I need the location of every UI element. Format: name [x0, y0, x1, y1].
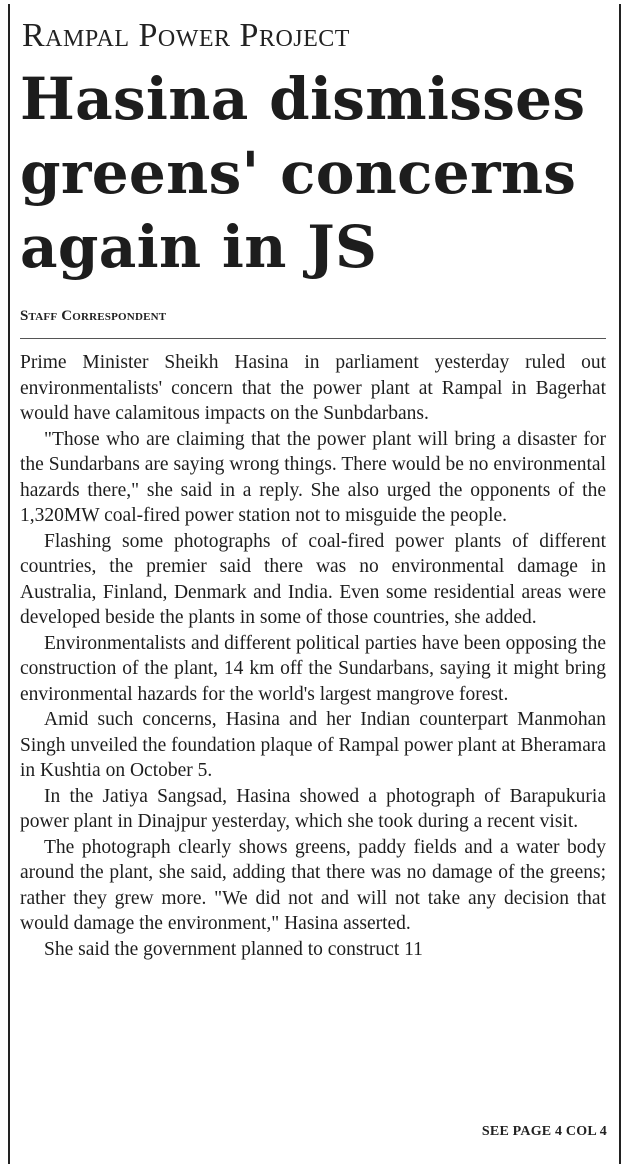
paragraph-7: The photograph clearly shows greens, paddy fields and a water body around the plant, she said, adding that there was no damage of the greens; rather they grew more. "We did not and will not take any decision that would damage the environment," Hasina asserted. — [20, 836, 606, 934]
article-body — [20, 350, 606, 962]
paragraph-4: Environmentalists and different political parties have been opposing the construction of the plant, 14 km off the Sundarbans, saying it might bring environmental hazards for the world's largest mangrove forest. — [20, 632, 606, 705]
paragraph-8: She said the government planned to construct 11 — [44, 938, 423, 960]
paragraph-5: Amid such concerns, Hasina and her Indian counterpart Manmohan Singh unveiled the foundation plaque of Rampal power plant at Bheramara in Kushtia on October 5. — [20, 709, 606, 781]
byline: Staff Correspondent — [20, 308, 167, 324]
paragraph-3: Flashing some photographs of coal-fired power plants of different countries, the premier said there was no environmental damage in Australia, Finland, Denmark and India. Even some residential areas were developed beside the plants in some of those countries, she added. — [20, 530, 606, 628]
paragraph-1: Prime Minister Sheikh Hasina in parliament yesterday ruled out environmentalists' concern that the power plant at Rampal in Bagerhat would have calamitous impacts on the Sunbdarbans. — [20, 352, 606, 424]
paragraph-2: "Those who are claiming that the power plant will bring a disaster for the Sundarbans are saying wrong things. There would be no environmental hazards there," she said in a reply. She also urged the opponents of the 1,320MW coal-fired power station not to misguide the people. — [20, 428, 606, 526]
column-border-right — [619, 4, 621, 1164]
paragraph-6: In the Jatiya Sangsad, Hasina showed a photograph of Barapukuria power plant in Dinajpur yesterday, which she took during a recent visit. — [20, 785, 606, 832]
continued-jump-line: SEE PAGE 4 COL 4 — [481, 1124, 607, 1139]
column-border-left — [8, 4, 10, 1164]
byline-rule — [20, 338, 606, 339]
kicker: Rampal Power Project — [22, 17, 350, 54]
headline: Hasina dismisses greens' concerns again in JS — [20, 65, 586, 281]
